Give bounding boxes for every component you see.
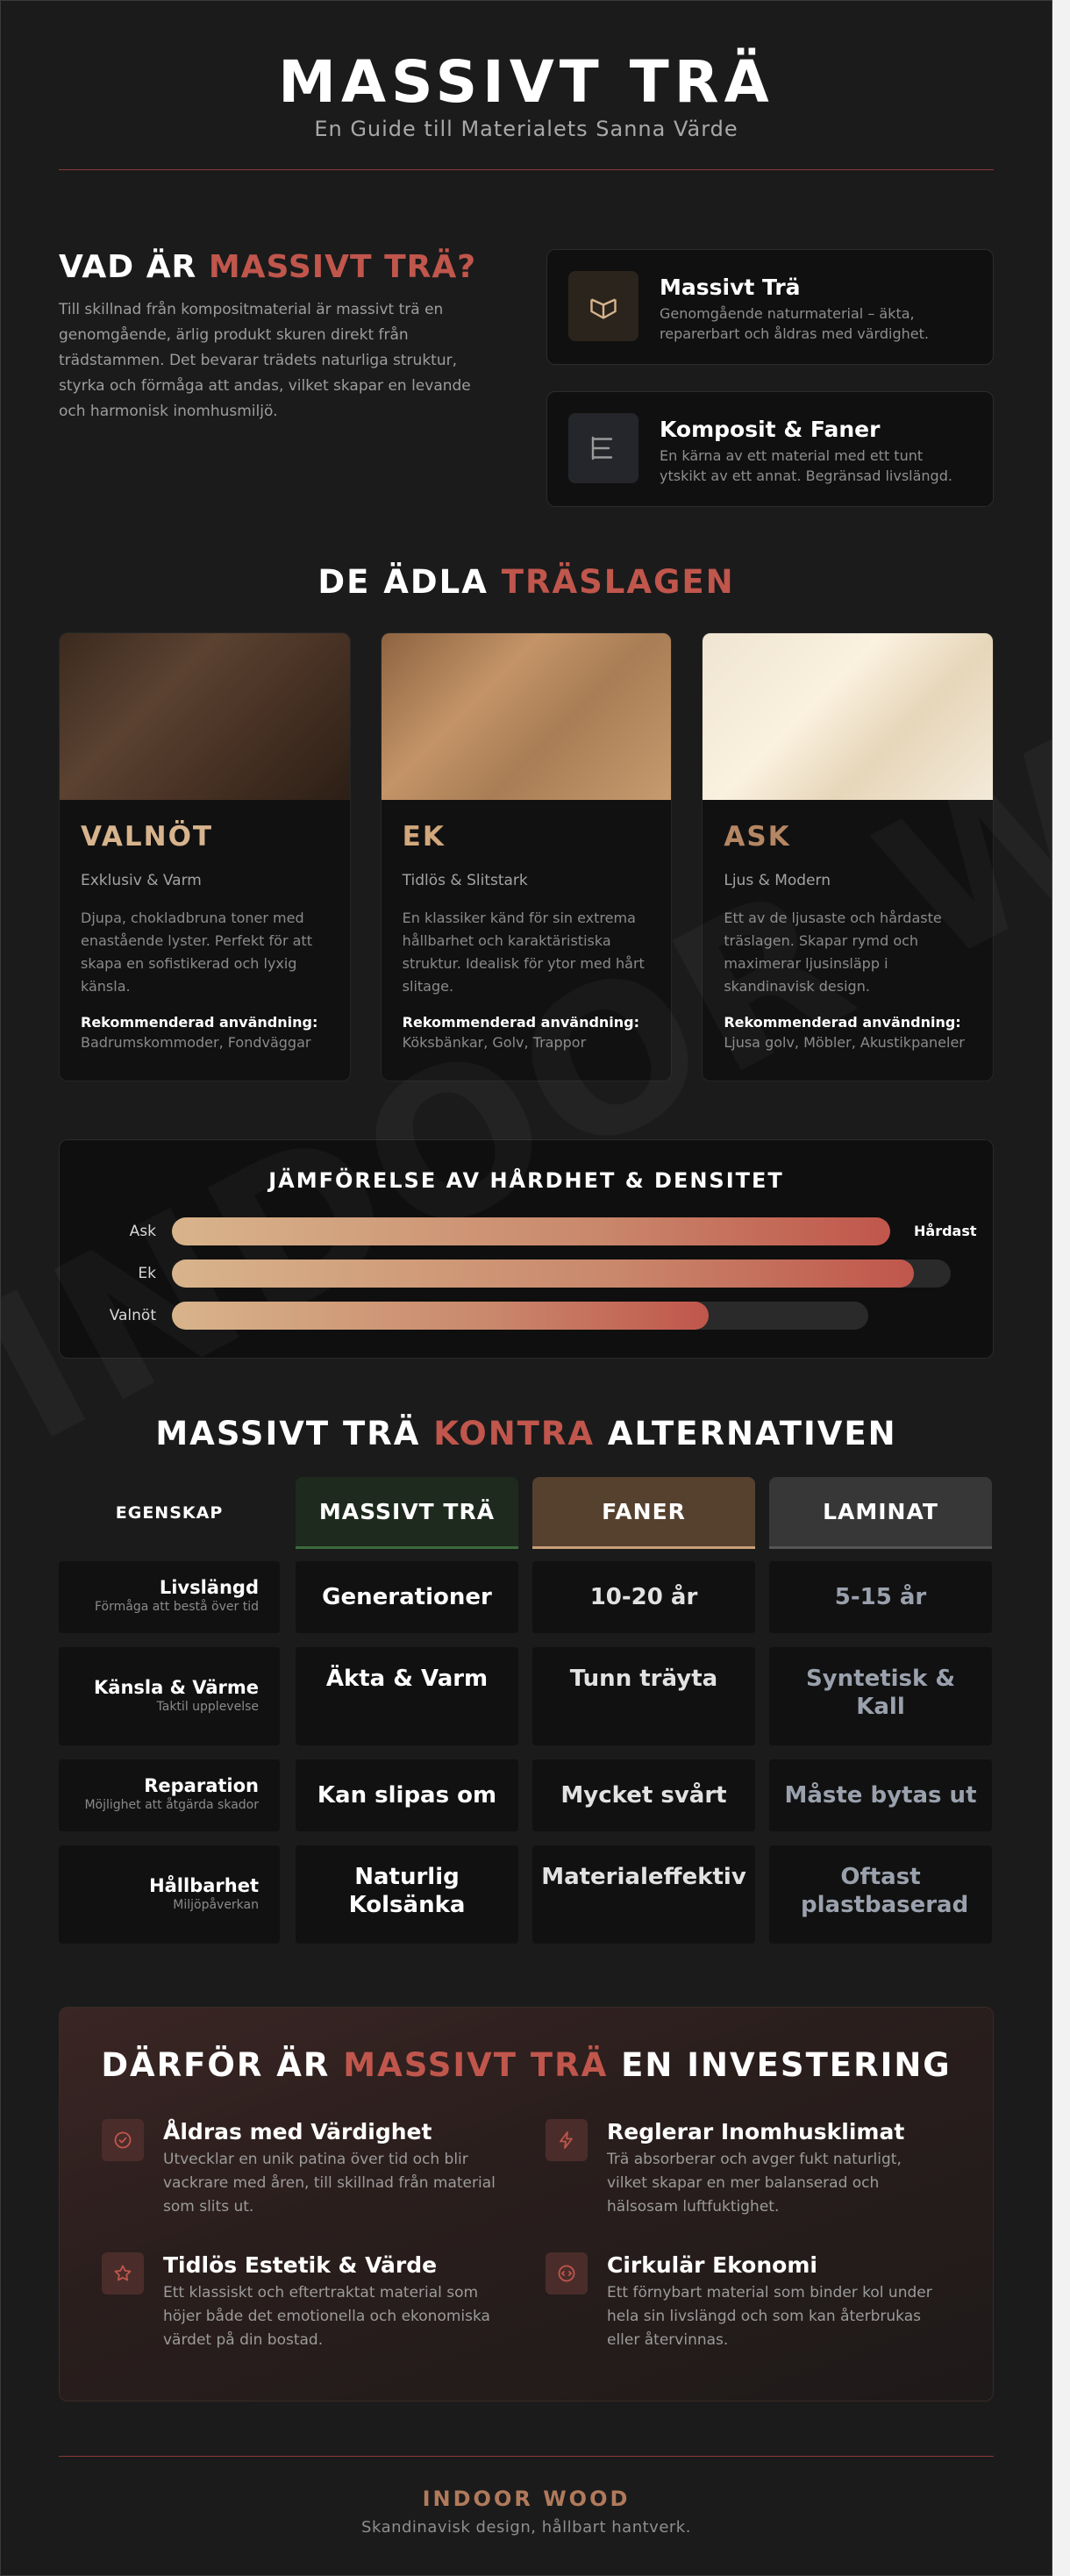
lightning-icon [546,2119,588,2161]
column-header-veneer: FANER [532,1477,755,1549]
property-label-cell [59,1561,280,1633]
hardness-label: Ek [138,1265,156,1282]
species-tagline: Ljus & Modern [724,872,831,889]
recommended-use-label: Rekommenderad användning: [724,1014,961,1031]
value-cell: Generationer [296,1561,518,1633]
value-cell: Äkta & Varm [296,1647,518,1745]
column-header-solid-wood: MASSIVT TRÄ [296,1477,518,1549]
intro-text-block [59,249,480,507]
investment-benefits [60,2084,993,2386]
species-tagline: Exklusiv & Varm [81,872,202,889]
property-subtitle: Miljöpåverkan [173,1898,259,1912]
comparison-heading-accent: KONTRA [433,1415,596,1452]
investment-heading-plain-1: DÄRFÖR ÄR [101,2046,331,2084]
open-box-icon [568,271,638,341]
hardness-panel [59,1139,994,1359]
material-cards [546,249,994,507]
species-heading-accent: TRÄSLAGEN [501,563,735,601]
layers-icon [568,413,638,483]
column-header-laminate: LAMINAT [769,1477,992,1549]
benefit-desc: Utvecklar en unik patina över tid och blir vackrare med åren, till skillnad från material som slits ut. [163,2151,496,2216]
footer-tagline: Skandinavisk design, hållbart hantverk. [361,2518,691,2537]
value-cell: Materialeffektiv [532,1845,755,1944]
star-icon [102,2252,144,2294]
wood-swatch-oak [382,633,672,800]
benefit-item [546,2119,958,2252]
comparison-heading-plain-2: ALTERNATIVEN [607,1415,897,1452]
material-card-desc: Genomgående naturmaterial – äkta, reparerbart och åldras med värdighet. [660,305,929,342]
species-name: EK [402,821,446,853]
benefit-item [102,2252,546,2386]
value-cell: Måste bytas ut [769,1759,992,1831]
species-card-walnut [59,632,351,1081]
benefit-item [102,2119,546,2252]
species-description: En klassiker känd för sin extrema hållbarhet och karaktäristiska struktur. Idealisk för ytor med hårt slitage. [402,910,645,995]
investment-heading-plain-2: EN INVESTERING [621,2046,952,2084]
intro-heading-accent: MASSIVT TRÄ? [208,249,477,285]
comparison-heading-plain-1: MASSIVT TRÄ [155,1415,421,1452]
wood-swatch-walnut [60,633,350,800]
recommended-use-label: Rekommenderad användning: [402,1014,640,1031]
species-heading-plain: DE ÄDLA [317,563,489,601]
species-description: Ett av de ljusaste och hårdaste träslagen. Skapar rymd och maximerar ljusinsläpp i skandinavisk design. [724,910,942,995]
species-name: ASK [724,821,791,853]
property-label-cell [59,1759,280,1831]
property-name: Känsla & Värme [94,1677,259,1698]
species-name: VALNÖT [81,821,214,853]
benefit-title: Åldras med Värdighet [163,2119,432,2144]
investment-heading-accent: MASSIVT TRÄ [343,2046,609,2084]
hardness-label: Valnöt [109,1307,156,1324]
recommended-use-value: Badrumskommoder, Fondväggar [81,1034,311,1051]
intro-section [1,170,1052,507]
material-card-composite [546,391,994,507]
value-cell: Syntetisk & Kall [769,1647,992,1745]
footer-brand: INDOOR WOOD [422,2487,631,2511]
recycle-icon [546,2252,588,2294]
benefit-desc: Ett förnybart material som binder kol under hela sin livslängd och som kan återbrukas eller återvinnas. [607,2284,932,2349]
investment-panel [59,2007,994,2401]
material-card-solid-wood [546,249,994,365]
property-subtitle: Taktil upplevelse [156,1700,259,1714]
hardness-label: Ask [129,1223,156,1240]
hardness-fill-ask [172,1217,890,1245]
value-cell: Oftast plastbaserad [769,1845,992,1944]
value-cell: Tunn träyta [532,1647,755,1745]
species-card-oak [381,632,673,1081]
check-circle-icon [102,2119,144,2161]
comparison-heading [1,1415,1052,1452]
benefit-item [546,2252,958,2386]
species-tagline: Tidlös & Slitstark [402,872,528,889]
hardness-row [60,1210,993,1252]
property-subtitle: Förmåga att bestå över tid [94,1600,259,1614]
benefit-title: Reglerar Inomhusklimat [607,2119,905,2144]
property-subtitle: Möjlighet att åtgärda skador [84,1798,259,1812]
intro-heading [59,249,480,285]
species-card-ash [702,632,994,1081]
recommended-use-value: Ljusa golv, Möbler, Akustikpaneler [724,1034,965,1051]
material-card-title: Massivt Trä [660,275,801,300]
species-heading [1,563,1052,601]
species-description: Djupa, chokladbruna toner med enastående lyster. Perfekt för att skapa en sofistikerad och lyxig känsla. [81,910,312,995]
material-card-title: Komposit & Faner [660,417,881,442]
page-subtitle: En Guide till Materialets Sanna Värde [314,117,738,141]
hardness-row [60,1295,993,1337]
species-cards [1,632,1052,1081]
hardness-fill-ek [172,1259,914,1288]
benefit-title: Cirkulär Ekonomi [607,2252,817,2278]
page-title: MASSIVT TRÄ [278,48,774,116]
intro-heading-plain: VAD ÄR [59,249,197,285]
value-cell: Naturlig Kolsänka [296,1845,518,1944]
property-label-cell [59,1845,280,1944]
hardness-track [172,1259,951,1288]
benefit-title: Tidlös Estetik & Värde [163,2252,438,2278]
property-label-cell [59,1647,280,1745]
property-name: Livslängd [159,1577,259,1598]
hardness-row [60,1252,993,1295]
page-header [1,1,1052,141]
recommended-use-label: Rekommenderad användning: [81,1014,318,1031]
hardness-track [172,1217,977,1245]
benefit-desc: Trä absorberar och avger fukt naturligt, vilket skapar en mer balanserad och hälsosam luftfuktighet. [607,2151,902,2216]
comparison-table [59,1477,994,1947]
benefit-desc: Ett klassiskt och eftertraktat material som höjer både det emotionella och ekonomiska värdet på din bostad. [163,2284,490,2349]
value-cell: Kan slipas om [296,1759,518,1831]
value-cell: 5-15 år [769,1561,992,1633]
hardness-title: JÄMFÖRELSE AV HÅRDHET & DENSITET [268,1168,784,1193]
footer-divider [59,2456,994,2457]
property-name: Reparation [144,1775,259,1796]
investment-heading [60,2046,993,2084]
hardness-fill-valnot [172,1302,709,1330]
value-cell: 10-20 år [532,1561,755,1633]
property-name: Hållbarhet [149,1875,259,1896]
page-footer [1,2487,1052,2537]
hardness-track [172,1302,868,1330]
hardest-badge: Hårdast [914,1223,977,1239]
material-card-desc: En kärna av ett material med ett tunt ytskikt av ett annat. Begränsad livslängd. [660,447,952,484]
recommended-use-value: Köksbänkar, Golv, Trappor [402,1034,587,1051]
intro-body: Till skillnad från kompositmaterial är massivt trä en genomgående, ärlig produkt skuren direkt från trädstammen. Det bevarar trädets naturliga struktur, styrka och förmåga att andas, vilket skapar en levande och harmonisk inomhusmiljö. [59,301,471,420]
value-cell: Mycket svårt [532,1759,755,1831]
property-column-header: EGENSKAP [115,1503,224,1523]
wood-swatch-ash [703,633,993,800]
hardness-bars [60,1210,993,1337]
